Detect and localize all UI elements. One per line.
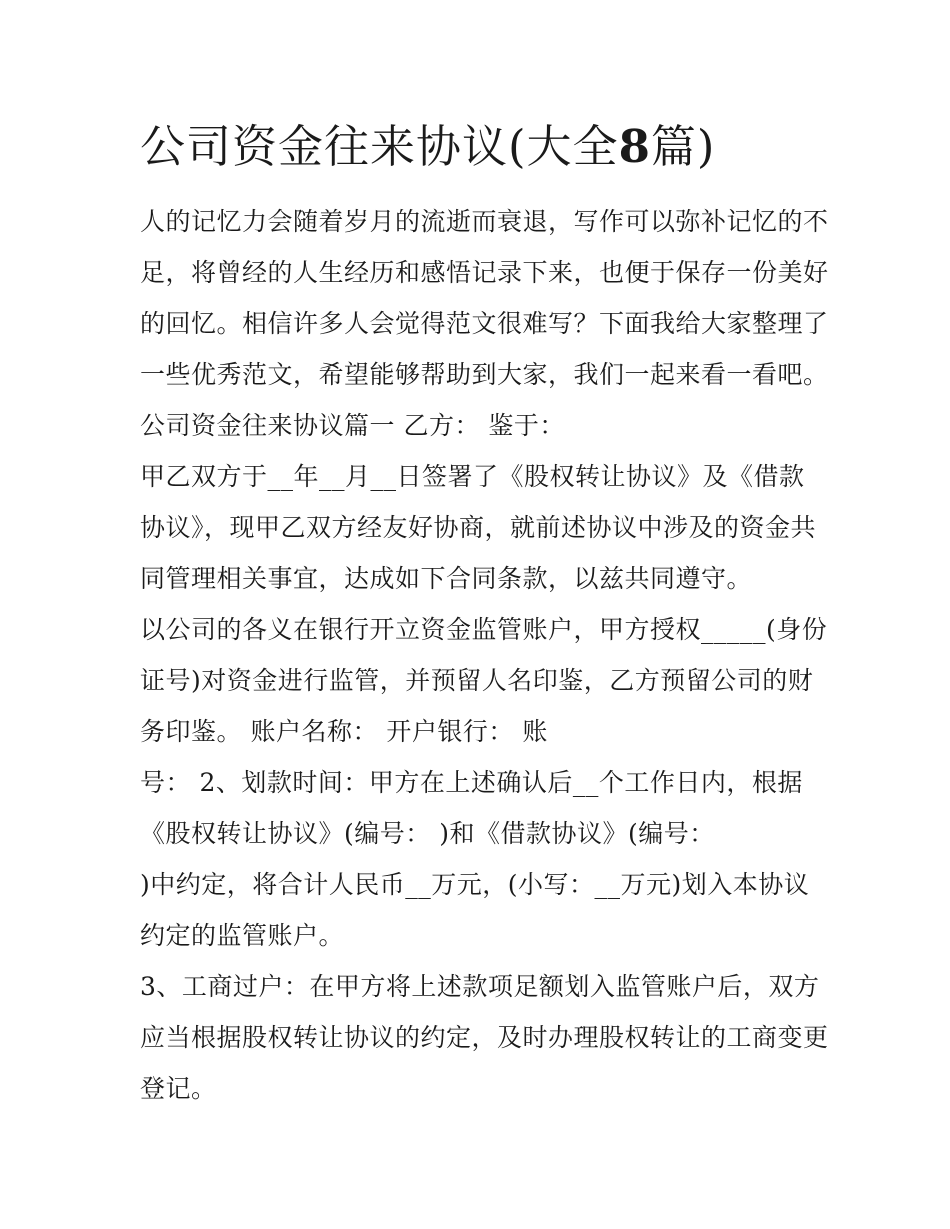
title-number: 8 xyxy=(618,120,651,173)
text-line: 登记。 xyxy=(140,1074,217,1103)
title-main: 公司资金往来协议(大全 xyxy=(140,120,619,173)
text-line: 《股权转让协议》(编号： )和《借款协议》(编号： xyxy=(140,819,715,848)
text-line: 协议》，现甲乙双方经友好协商，就前述协议中涉及的资金共 xyxy=(140,513,817,542)
text-line: 公司资金往来协议篇一 乙方： 鉴于： xyxy=(140,411,565,440)
text-line: 务印鉴。 账户名称： 开户银行： 账 xyxy=(140,717,548,746)
text-line: 的回忆。相信许多人会觉得范文很难写？下面我给大家整理了 xyxy=(140,309,829,338)
text-line: 证号)对资金进行监管，并预留人名印鉴，乙方预留公司的财 xyxy=(140,666,814,695)
text-line: 以公司的各义在银行开立资金监管账户，甲方授权_____(身份 xyxy=(140,615,828,644)
text-line: 约定的监管账户。 xyxy=(140,921,345,950)
text-line: 甲乙双方于__年__月__日签署了《股权转让协议》及《借款 xyxy=(140,462,805,491)
title-tail: 篇) xyxy=(650,120,716,173)
text-line: 应当根据股权转让协议的约定，及时办理股权转让的工商变更 xyxy=(140,1023,829,1052)
text-line: 人的记忆力会随着岁月的流逝而衰退，写作可以弥补记忆的不 xyxy=(140,207,829,236)
text-line: 3、工商过户：在甲方将上述款项足额划入监管账户后，双方 xyxy=(140,972,820,1001)
text-line: 足，将曾经的人生经历和感悟记录下来，也便于保存一份美好 xyxy=(140,258,829,287)
text-line: 一些优秀范文，希望能够帮助到大家，我们一起来看一看吧。 xyxy=(140,360,829,389)
text-line: )中约定，将合计人民币__万元，(小写：__万元)划入本协议 xyxy=(140,870,810,899)
text-line: 同管理相关事宜，达成如下合同条款，以兹共同遵守。 xyxy=(140,564,753,593)
text-line: 号： 2、划款时间：甲方在上述确认后__个工作日内，根据 xyxy=(140,768,803,797)
document-title xyxy=(140,112,840,182)
document-body xyxy=(140,196,829,1114)
